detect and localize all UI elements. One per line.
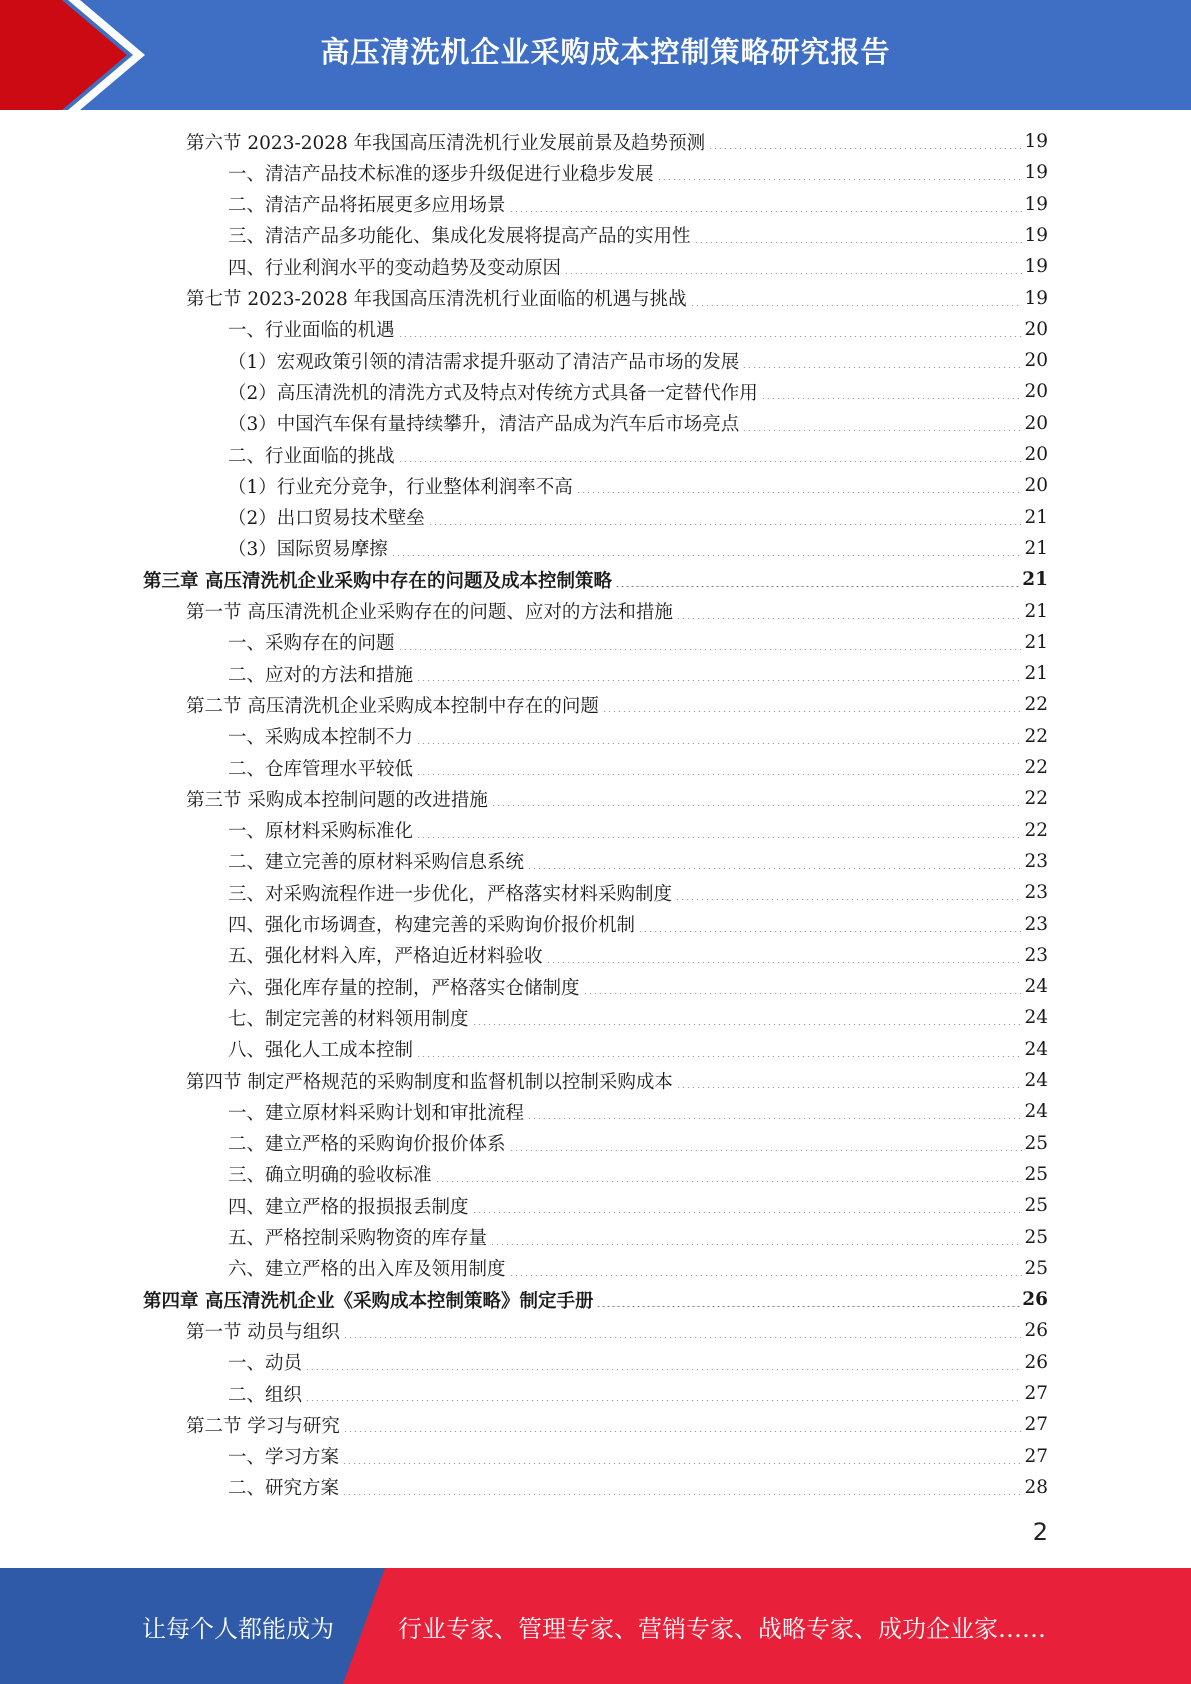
toc-page-number: 24 [1024, 1070, 1048, 1091]
toc-entry-title: 八、强化人工成本控制 [228, 1040, 414, 1062]
toc-entry-title: 第四节 制定严格规范的采购制度和监督机制以控制采购成本 [186, 1071, 673, 1093]
toc-page-number: 27 [1024, 1445, 1048, 1467]
toc-entry-item[interactable] [228, 1222, 1048, 1253]
toc-page-number: 21 [1024, 506, 1048, 528]
toc-dot-leader [398, 336, 1023, 337]
toc-page-number: 19 [1024, 131, 1048, 152]
toc-entry-title: 二、行业面临的挑战 [228, 445, 395, 467]
toc-dot-leader [576, 492, 1023, 493]
toc-entry-title: （3）国际贸易摩擦 [228, 539, 388, 561]
toc-entry-section[interactable] [186, 783, 1048, 814]
toc-dot-leader [657, 179, 1023, 180]
toc-page-number: 28 [1024, 1476, 1048, 1498]
toc-page-number: 21 [1024, 600, 1048, 622]
toc-entry-title: 三、对采购流程作进一步优化，严格落实材料采购制度 [228, 883, 673, 905]
toc-entry-item[interactable] [228, 971, 1048, 1002]
toc-page-number: 26 [1024, 1320, 1048, 1342]
toc-page-number: 22 [1024, 788, 1048, 810]
toc-dot-leader [546, 962, 1023, 963]
footer-slogan-left: 让每个人都能成为 [142, 1614, 334, 1643]
toc-page-number: 26 [1022, 1289, 1048, 1311]
report-title: 高压清洗机企业采购成本控制策略研究报告 [320, 34, 891, 69]
toc-entry-title: 三、清洁产品多功能化、集成化发展将提高产品的实用性 [228, 226, 691, 248]
toc-entry-item[interactable] [228, 1441, 1048, 1472]
toc-page-number: 24 [1024, 976, 1048, 998]
toc-dot-leader [416, 680, 1022, 681]
toc-entry-title: 第三章 高压清洗机企业采购中存在的问题及成本控制策略 [143, 570, 612, 592]
toc-entry-item[interactable] [228, 1347, 1048, 1378]
toc-entry-item[interactable] [228, 1472, 1048, 1503]
footer-slogan-right: 行业专家、管理专家、营销专家、战略专家、成功企业家…… [398, 1614, 1046, 1643]
toc-entry-sub[interactable] [228, 345, 1048, 376]
toc-dot-leader [676, 618, 1023, 619]
toc-page-number: 27 [1024, 1383, 1048, 1404]
toc-page-number: 24 [1024, 1007, 1048, 1029]
toc-page-number: 23 [1024, 944, 1048, 966]
toc-entry-item[interactable] [228, 627, 1048, 658]
toc-entry-title: 四、强化市场调查，构建完善的采购询价报价机制 [228, 915, 636, 936]
toc-entry-title: 三、确立明确的验收标准 [228, 1165, 432, 1187]
toc-page-number: 24 [1024, 1101, 1048, 1123]
toc-page-number: 23 [1024, 850, 1048, 872]
toc-dot-leader [416, 1056, 1022, 1057]
toc-entry-title: 第二节 高压清洗机企业采购成本控制中存在的问题 [186, 695, 599, 717]
toc-page-number: 20 [1024, 412, 1048, 434]
toc-entry-title: 七、制定完善的材料领用制度 [228, 1008, 469, 1030]
toc-dot-leader [509, 211, 1023, 212]
toc-entry-item[interactable] [228, 157, 1048, 188]
toc-entry-section[interactable] [186, 126, 1048, 157]
toc-page-number: 19 [1024, 256, 1048, 278]
toc-dot-leader [527, 1118, 1022, 1119]
toc-entry-item[interactable] [228, 1159, 1048, 1190]
toc-entry-item[interactable] [228, 1190, 1048, 1221]
toc-entry-title: 一、采购存在的问题 [228, 633, 395, 655]
toc-entry-item[interactable] [228, 439, 1048, 470]
toc-dot-leader [596, 1306, 1020, 1307]
toc-entry-title: 二、组织 [228, 1384, 303, 1406]
toc-entry-section[interactable] [186, 596, 1048, 627]
toc-entry-title: （3）中国汽车保有量持续攀升，清洁产品成为汽车后市场亮点 [228, 414, 740, 436]
toc-entry-sub[interactable] [228, 533, 1048, 564]
toc-entry-item[interactable] [228, 877, 1048, 908]
toc-entry-title: 第三节 采购成本控制问题的改进措施 [186, 789, 488, 811]
toc-entry-item[interactable] [228, 752, 1048, 783]
toc-entry-title: 第六节 2023-2028 年我国高压清洗机行业发展前景及趋势预测 [186, 132, 706, 154]
toc-page-number: 25 [1024, 1226, 1048, 1248]
toc-page-number: 25 [1024, 1132, 1048, 1154]
toc-entry-title: 第一节 动员与组织 [186, 1321, 340, 1343]
toc-entry-item[interactable] [228, 1034, 1048, 1065]
toc-dot-leader [509, 1275, 1023, 1276]
toc-entry-item[interactable] [228, 721, 1048, 752]
page-number: 2 [1032, 1518, 1048, 1546]
toc-page-number: 21 [1024, 663, 1048, 685]
toc-dot-leader [391, 555, 1023, 556]
toc-dot-leader [602, 711, 1023, 712]
toc-dot-leader [342, 1494, 1022, 1495]
toc-dot-leader [343, 1337, 1023, 1338]
toc-entry-item[interactable] [228, 1096, 1048, 1127]
toc-dot-leader [742, 367, 1022, 368]
toc-entry-title: 一、行业面临的机遇 [228, 320, 395, 342]
toc-entry-title: 一、清洁产品技术标准的逐步升级促进行业稳步发展 [228, 163, 654, 185]
toc-dot-leader [675, 899, 1022, 900]
toc-dot-leader [708, 148, 1022, 149]
toc-entry-section[interactable] [186, 689, 1048, 720]
toc-dot-leader [509, 1150, 1023, 1151]
toc-dot-leader [305, 1400, 1022, 1401]
toc-page-number: 20 [1024, 381, 1048, 403]
toc-page-number: 20 [1024, 350, 1048, 372]
toc-entry-title: 五、严格控制采购物资的库存量 [228, 1228, 488, 1249]
page-footer [0, 1568, 1191, 1684]
toc-entry-title: 四、建立严格的报损报丢制度 [228, 1196, 469, 1218]
toc-entry-item[interactable] [228, 220, 1048, 251]
toc-dot-leader [676, 1087, 1023, 1088]
toc-entry-item[interactable] [228, 314, 1048, 345]
toc-entry-section[interactable] [186, 1065, 1048, 1096]
toc-entry-title: 第一节 高压清洗机企业采购存在的问题、应对的方法和措施 [186, 602, 673, 623]
toc-page-number: 20 [1024, 444, 1048, 465]
toc-entry-title: 一、采购成本控制不力 [228, 727, 414, 749]
toc-entry-title: 第四章 高压清洗机企业《采购成本控制策略》制定手册 [143, 1290, 594, 1312]
toc-entry-title: 六、强化库存量的控制，严格落实仓储制度 [228, 977, 580, 999]
toc-entry-title: 二、建立完善的原材料采购信息系统 [228, 852, 525, 874]
toc-dot-leader [428, 524, 1023, 525]
toc-entry-section[interactable] [186, 1315, 1048, 1346]
toc-entry-title: 五、强化材料入库，严格迫近材料验收 [228, 946, 543, 968]
toc-page-number: 25 [1024, 1163, 1048, 1185]
toc-page-number: 25 [1024, 1257, 1048, 1279]
toc-entry-sub[interactable] [228, 470, 1048, 501]
toc-page-number: 22 [1024, 757, 1048, 778]
toc-entry-item[interactable] [228, 251, 1048, 282]
toc-dot-leader [638, 931, 1022, 932]
toc-entry-title: 一、原材料采购标准化 [228, 821, 414, 843]
toc-dot-leader [342, 1463, 1022, 1464]
page-header [0, 0, 1191, 110]
toc-entry-title: 二、应对的方法和措施 [228, 664, 414, 686]
toc-page-number: 25 [1024, 1195, 1048, 1217]
toc-dot-leader [694, 242, 1023, 243]
toc-entry-item[interactable] [228, 658, 1048, 689]
toc-entry-item[interactable] [228, 940, 1048, 971]
toc-entry-section[interactable] [186, 283, 1048, 314]
toc-dot-leader [416, 774, 1022, 775]
toc-page-number: 19 [1024, 162, 1048, 184]
toc-entry-item[interactable] [228, 1378, 1048, 1409]
toc-entry-item[interactable] [228, 1128, 1048, 1159]
toc-page-number: 26 [1024, 1351, 1048, 1373]
toc-dot-leader [398, 461, 1023, 462]
toc-entry-title: 第七节 2023-2028 年我国高压清洗机行业面临的机遇与挑战 [186, 289, 687, 310]
toc-page-number: 22 [1024, 694, 1048, 716]
toc-entry-item[interactable] [228, 1253, 1048, 1284]
toc-dot-leader [490, 1244, 1022, 1245]
toc-entry-title: 一、学习方案 [228, 1447, 340, 1469]
toc-page-number: 21 [1022, 569, 1048, 591]
toc-page-number: 24 [1024, 1038, 1048, 1060]
toc-page-number: 22 [1024, 819, 1048, 841]
toc-dot-leader [615, 586, 1020, 587]
toc-entry-title: （1）宏观政策引领的清洁需求提升驱动了清洁产品市场的发展 [228, 351, 740, 373]
toc-dot-leader [472, 1024, 1023, 1025]
toc-dot-leader [527, 868, 1022, 869]
toc-dot-leader [398, 649, 1023, 650]
toc-dot-leader [491, 805, 1023, 806]
toc-page-number: 19 [1024, 193, 1048, 215]
toc-entry-title: 一、建立原材料采购计划和审批流程 [228, 1102, 525, 1124]
toc-dot-leader [472, 1212, 1023, 1213]
toc-entry-item[interactable] [228, 909, 1048, 940]
toc-page-number: 19 [1024, 287, 1048, 309]
toc-dot-leader [343, 1431, 1023, 1432]
toc-entry-title: 六、建立严格的出入库及领用制度 [228, 1259, 506, 1281]
toc-entry-sub[interactable] [228, 408, 1048, 439]
toc-page-number: 21 [1024, 537, 1048, 559]
toc-page-number: 23 [1024, 882, 1048, 904]
toc-entry-section[interactable] [186, 1409, 1048, 1440]
toc-page-number: 20 [1024, 318, 1048, 340]
toc-entry-title: 二、建立严格的采购询价报价体系 [228, 1134, 506, 1156]
toc-page-number: 20 [1024, 475, 1048, 497]
toc-dot-leader [416, 837, 1022, 838]
toc-entry-title: （2）出口贸易技术壁垒 [228, 508, 425, 530]
toc-entry-item[interactable] [228, 189, 1048, 220]
toc-entry-sub[interactable] [228, 376, 1048, 407]
toc-page-number: 22 [1024, 725, 1048, 747]
toc-entry-chapter[interactable] [143, 564, 1048, 595]
toc-entry-title: （1）行业充分竞争，行业整体利润率不高 [228, 476, 573, 498]
toc-dot-leader [742, 430, 1022, 431]
toc-entry-item[interactable] [228, 1002, 1048, 1033]
toc-dot-leader [583, 993, 1023, 994]
toc-entry-title: 一、动员 [228, 1353, 303, 1375]
toc-entry-title: 第二节 学习与研究 [186, 1415, 340, 1437]
toc-entry-chapter[interactable] [143, 1284, 1048, 1315]
toc-dot-leader [435, 1181, 1023, 1182]
toc-entry-title: （2）高压清洗机的清洗方式及特点对传统方式具备一定替代作用 [228, 382, 758, 404]
toc-entry-title: 四、行业利润水平的变动趋势及变动原因 [228, 257, 562, 279]
toc-entry-item[interactable] [228, 846, 1048, 877]
toc-page-number: 27 [1024, 1414, 1048, 1436]
toc-dot-leader [305, 1369, 1022, 1370]
toc-page-number: 21 [1024, 631, 1048, 653]
toc-dot-leader [690, 305, 1023, 306]
toc-dot-leader [564, 273, 1022, 274]
toc-entry-title: 二、仓库管理水平较低 [228, 758, 414, 780]
toc-page-number: 23 [1024, 913, 1048, 935]
toc-entry-item[interactable] [228, 815, 1048, 846]
toc-entry-sub[interactable] [228, 502, 1048, 533]
toc-dot-leader [761, 398, 1023, 399]
toc-entry-title: 二、研究方案 [228, 1478, 340, 1500]
toc-entry-title: 二、清洁产品将拓展更多应用场景 [228, 195, 506, 217]
toc-page-number: 19 [1024, 224, 1048, 246]
toc-dot-leader [416, 743, 1022, 744]
